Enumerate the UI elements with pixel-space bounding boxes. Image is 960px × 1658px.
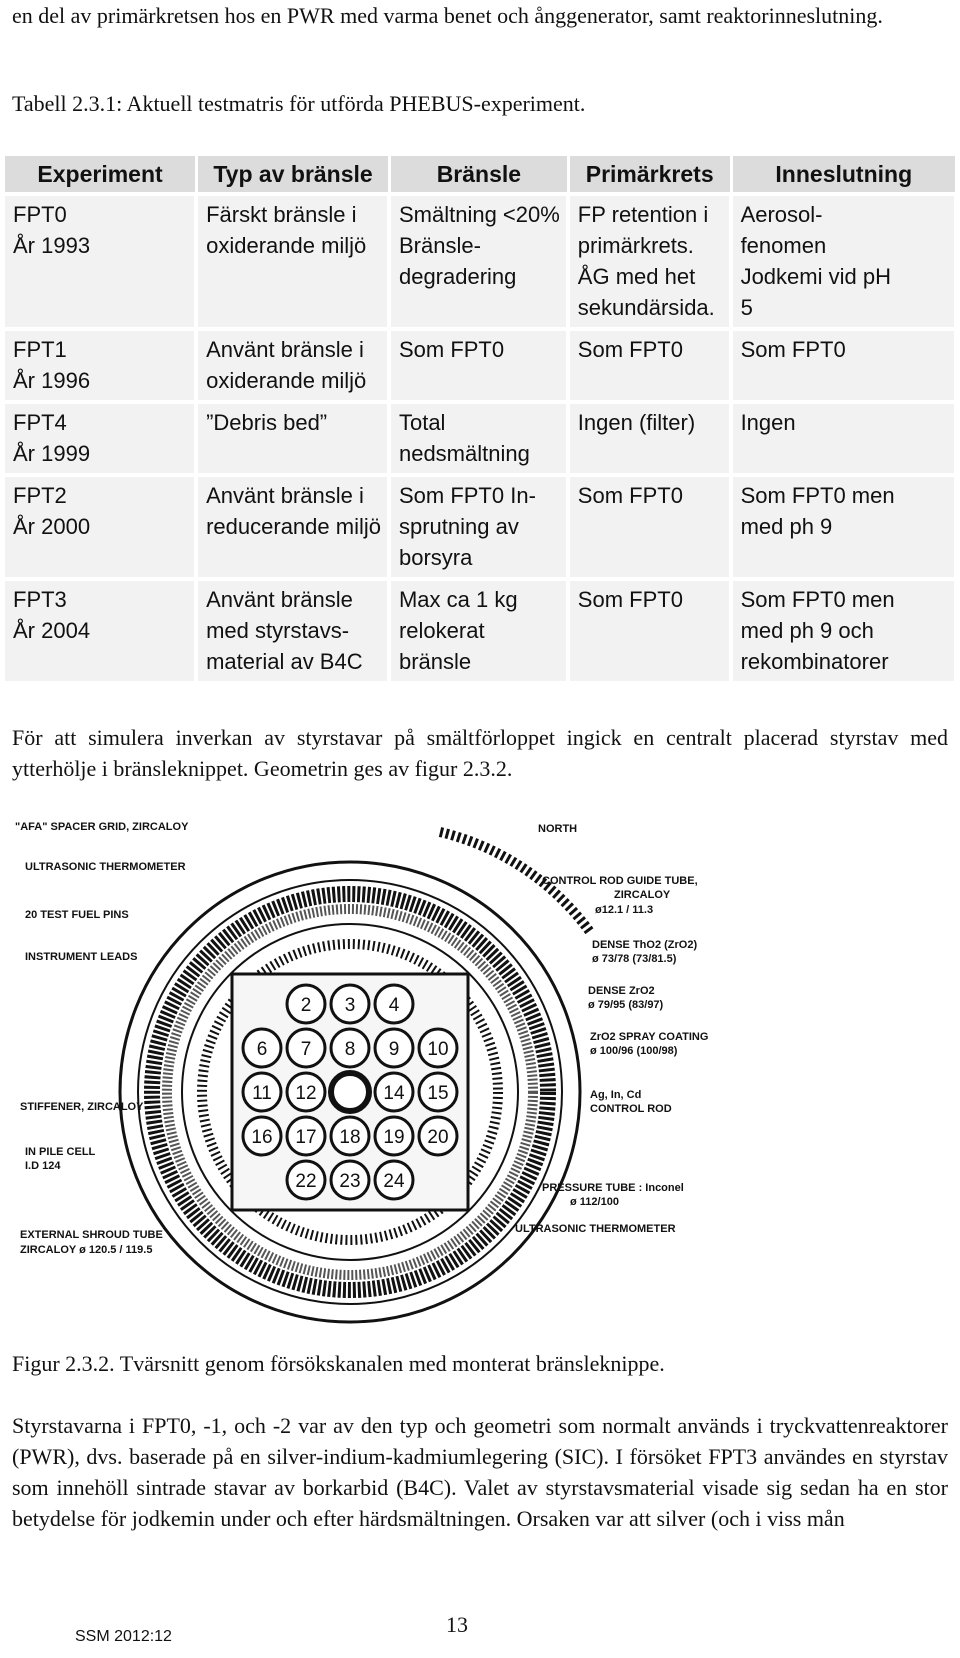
cell-line: sprutning av <box>398 514 519 539</box>
cell-line: Som FPT0 <box>577 483 683 508</box>
cell-line: Som FPT0 men <box>740 483 895 508</box>
table-cell <box>198 192 391 327</box>
control-rod <box>331 1073 369 1111</box>
table-cell <box>5 192 198 327</box>
table-cell <box>198 327 391 400</box>
label-shroud: EXTERNAL SHROUD TUBE <box>20 1229 163 1241</box>
cell-line: ”Debris bed” <box>206 410 328 435</box>
cell-line: 5 <box>740 295 753 320</box>
label-tho2: DENSE ThO2 (ZrO2) <box>592 939 698 951</box>
label-shroud-dim: ZIRCALOY ø 120.5 / 119.5 <box>20 1244 153 1256</box>
fuel-pin-number: 2 <box>300 995 312 1016</box>
cell-line: FPT0 <box>13 202 67 227</box>
label-rod2: CONTROL ROD <box>590 1103 672 1115</box>
table-row <box>5 192 958 327</box>
cell-line: Använt bränsle i <box>206 337 364 362</box>
cell-line: degradering <box>398 264 517 289</box>
cell-line: Total <box>398 410 446 435</box>
table-header-cell: Primärkrets <box>570 156 733 192</box>
cell-line: borsyra <box>398 545 473 570</box>
cell-line: bränsle <box>398 649 472 674</box>
label-pins: 20 TEST FUEL PINS <box>25 909 129 921</box>
fuel-pin-number: 18 <box>339 1127 361 1148</box>
cell-line: Använt bränsle i <box>206 483 364 508</box>
cell-line: FPT2 <box>13 483 67 508</box>
cell-line: Som FPT0 <box>577 337 683 362</box>
label-thermometer-top: ULTRASONIC THERMOMETER <box>25 861 186 873</box>
cell-line: År 1999 <box>13 441 91 466</box>
fuel-pin-number: 22 <box>295 1171 317 1192</box>
cell-line: rekombinatorer <box>740 649 889 674</box>
label-afa: "AFA" SPACER GRID, ZIRCALOY <box>15 821 189 833</box>
fuel-pin-number: 12 <box>295 1083 317 1104</box>
label-thermometer-bottom: ULTRASONIC THERMOMETER <box>515 1223 676 1235</box>
cell-line: relokerat <box>398 618 485 643</box>
table-header-cell: Experiment <box>5 156 198 192</box>
cell-line: Ingen (filter) <box>577 410 696 435</box>
fuel-pin-number: 6 <box>256 1039 268 1060</box>
fuel-pin-number: 4 <box>388 995 400 1016</box>
table-row <box>5 473 958 577</box>
fuel-pin-number: 7 <box>300 1039 312 1060</box>
intro-paragraph: en del av primärkretsen hos en PWR med varma benet och ånggenerator, samt reaktorinneslutning. <box>12 3 883 28</box>
cell-line: Som FPT0 <box>740 337 846 362</box>
label-stiffener: STIFFENER, ZIRCALOY <box>20 1101 144 1113</box>
table-header-cell: Typ av bränsle <box>198 156 391 192</box>
label-pressure: PRESSURE TUBE : Inconel <box>542 1182 684 1194</box>
cell-line: År 2000 <box>13 514 91 539</box>
table-cell <box>570 327 733 400</box>
table-row <box>5 327 958 400</box>
table-cell <box>391 400 570 473</box>
cell-line: Som FPT0 <box>577 587 683 612</box>
cell-line: Som FPT0 men <box>740 587 895 612</box>
table-cell <box>733 327 958 400</box>
cell-line: Jodkemi vid pH <box>740 264 891 289</box>
fuel-pin-number: 10 <box>427 1039 449 1060</box>
table-cell <box>733 400 958 473</box>
cell-line: Ingen <box>740 410 796 435</box>
cell-line: År 1993 <box>13 233 91 258</box>
label-rod: Ag, In, Cd <box>590 1089 642 1101</box>
table-cell <box>391 327 570 400</box>
table-cell <box>5 400 198 473</box>
label-guide-dim: ø12.1 / 11.3 <box>595 904 654 916</box>
fuel-pin-number: 19 <box>383 1127 405 1148</box>
experiment-table <box>5 156 958 681</box>
table-cell <box>570 192 733 327</box>
fuel-pin-number: 23 <box>339 1171 361 1192</box>
cell-line: Färskt bränsle i <box>206 202 357 227</box>
cell-line: oxiderande miljö <box>206 368 367 393</box>
table-cell <box>733 192 958 327</box>
figure-caption: Figur 2.3.2. Tvärsnitt genom försökskanalen med monterat bränsleknippe. <box>12 1351 665 1376</box>
table-cell <box>391 192 570 327</box>
table-row <box>5 577 958 681</box>
fuel-pin-number: 9 <box>388 1039 400 1060</box>
fuel-pin-number: 14 <box>383 1083 405 1104</box>
label-zro2: DENSE ZrO2 <box>588 985 655 997</box>
cell-line: ÅG med het <box>577 264 696 289</box>
footer-report-id: SSM 2012:12 <box>75 1628 172 1645</box>
table-cell <box>570 577 733 681</box>
label-guide: CONTROL ROD GUIDE TUBE, <box>542 875 698 887</box>
label-spray-dim: ø 100/96 (100/98) <box>590 1045 678 1057</box>
label-north: NORTH <box>538 823 578 835</box>
cell-line: FPT3 <box>13 587 67 612</box>
cell-line: sekundärsida. <box>577 295 715 320</box>
cell-line: nedsmältning <box>398 441 530 466</box>
cell-line: Som FPT0 <box>398 337 505 362</box>
cell-line: material av B4C <box>206 649 363 674</box>
table-cell <box>5 577 198 681</box>
fuel-bundle-cross-section <box>10 812 750 1332</box>
table-caption: Tabell 2.3.1: Aktuell testmatris för utförda PHEBUS-experiment. <box>12 91 586 116</box>
table-cell <box>5 327 198 400</box>
table-body <box>5 192 958 681</box>
fuel-pin-number: 16 <box>251 1127 273 1148</box>
fuel-pin-number: 11 <box>252 1083 272 1104</box>
table-cell <box>570 400 733 473</box>
label-guide-mat: ZIRCALOY <box>614 889 671 901</box>
table-cell <box>5 473 198 577</box>
table-cell <box>391 473 570 577</box>
body-paragraph: För att simulera inverkan av styrstavar på smältförloppet ingick en centralt placerad styrstav med ytterhölje i bränsleknippet. Geometrin ges av figur 2.3.2. <box>12 725 948 781</box>
cell-line: reducerande miljö <box>206 514 381 539</box>
cell-line: med styrstavs- <box>206 618 350 643</box>
fuel-pin-number: 3 <box>344 995 356 1016</box>
label-zro2-dim: ø 79/95 (83/97) <box>588 999 664 1011</box>
table-row <box>5 400 958 473</box>
fuel-pin-number: 8 <box>344 1039 356 1060</box>
label-cell: IN PILE CELL <box>25 1146 96 1158</box>
cell-line: FPT1 <box>13 337 67 362</box>
fuel-pin-number: 20 <box>427 1127 449 1148</box>
cell-line: Som FPT0 In- <box>398 483 536 508</box>
label-spray: ZrO2 SPRAY COATING <box>590 1031 709 1043</box>
cell-line: År 2004 <box>13 618 91 643</box>
table-cell <box>198 577 391 681</box>
table-cell <box>198 473 391 577</box>
label-tho2-dim: ø 73/78 (73/81.5) <box>592 953 677 965</box>
fuel-pin-number: 17 <box>295 1127 317 1148</box>
cell-line: primärkrets. <box>577 233 694 258</box>
cell-line: FP retention i <box>577 202 709 227</box>
cell-line: FPT4 <box>13 410 67 435</box>
cell-line: Max ca 1 kg <box>398 587 518 612</box>
body-paragraph-2: Styrstavarna i FPT0, -1, och -2 var av den typ och geometri som normalt används i tryckvattenreaktorer (PWR), dvs. baserade på en silver-indium-kadmiumlegering (SIC). I försöket FPT3 användes en styrstav som innehöll sintrade stavar av borkarbid (B4C). Valet av styrstavsmaterial visade sig sedan ha en stor betydelse för jodkemin under och efter härdsmältningen. Orsaken var att silver (och i viss mån <box>12 1413 948 1531</box>
cell-line: Smältning <20% <box>398 202 560 227</box>
table-cell <box>198 400 391 473</box>
fuel-pin-number: 24 <box>383 1171 405 1192</box>
cell-line: fenomen <box>740 233 827 258</box>
cell-line: med ph 9 och <box>740 618 874 643</box>
table-cell <box>391 577 570 681</box>
table-header-cell: Inneslutning <box>733 156 958 192</box>
table-cell <box>733 473 958 577</box>
label-cell-id: I.D 124 <box>25 1160 61 1172</box>
cell-line: Bränsle- <box>398 233 481 258</box>
table-cell <box>570 473 733 577</box>
table-cell <box>733 577 958 681</box>
cell-line: med ph 9 <box>740 514 833 539</box>
cell-line: oxiderande miljö <box>206 233 367 258</box>
table-header <box>5 156 958 192</box>
cell-line: År 1996 <box>13 368 91 393</box>
table-header-cell: Bränsle <box>391 156 570 192</box>
page-number: 13 <box>446 1612 468 1637</box>
cell-line: Aerosol- <box>740 202 823 227</box>
label-pressure-dim: ø 112/100 <box>570 1196 619 1208</box>
label-leads: INSTRUMENT LEADS <box>25 951 138 963</box>
fuel-pin-number: 15 <box>427 1083 449 1104</box>
cell-line: Använt bränsle <box>206 587 353 612</box>
